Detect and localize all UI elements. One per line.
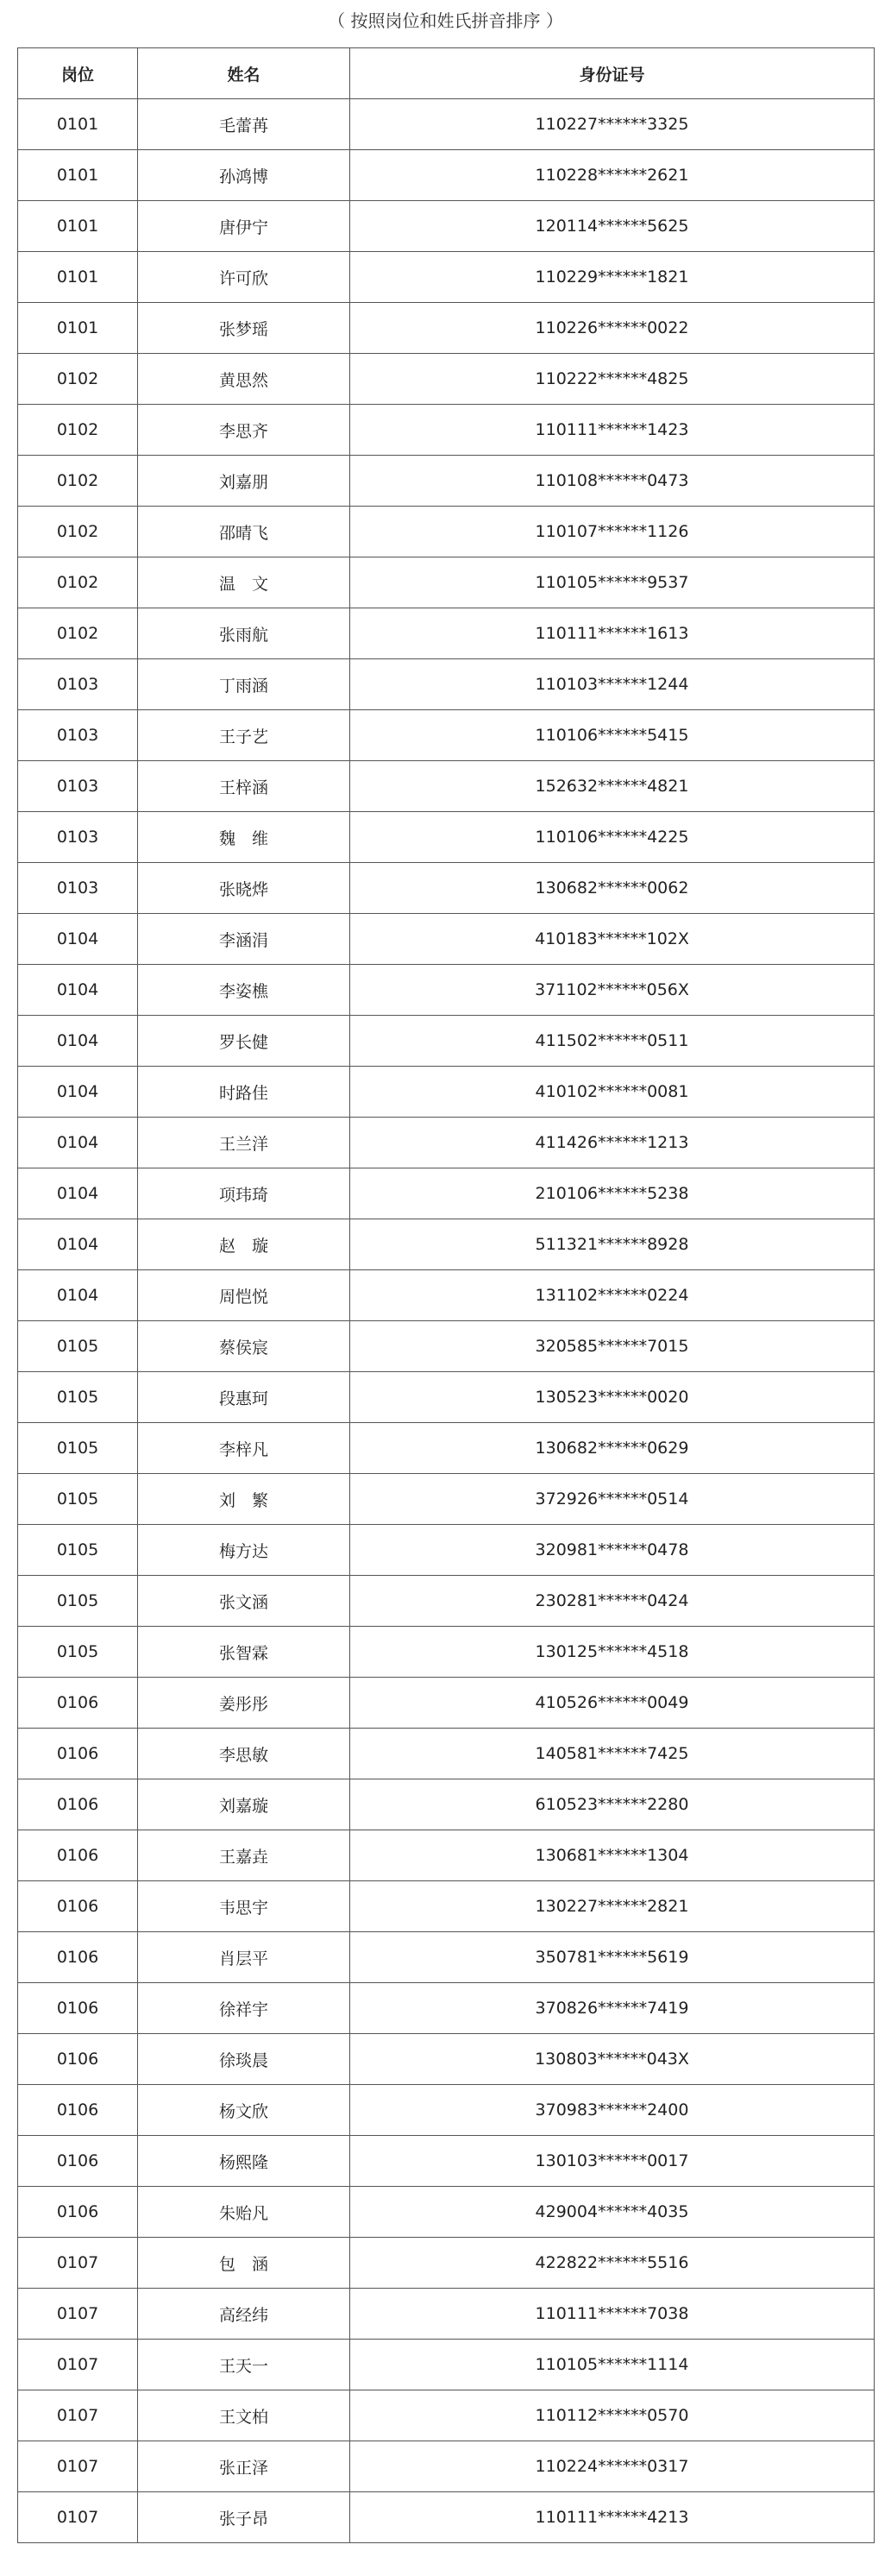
table-row xyxy=(18,150,875,201)
id-number-cell: 110228******2621 xyxy=(350,150,875,201)
name-cell: 丁雨涵 xyxy=(138,659,350,710)
post-cell: 0106 xyxy=(18,2034,138,2085)
post-cell: 0105 xyxy=(18,1474,138,1525)
name-cell: 周恺悦 xyxy=(138,1270,350,1321)
table-row xyxy=(18,1219,875,1270)
table-row xyxy=(18,608,875,659)
page-subtitle: （ 按照岗位和姓氏拼音排序 ） xyxy=(328,10,563,31)
post-cell: 0102 xyxy=(18,608,138,659)
table-row xyxy=(18,2034,875,2085)
table-row xyxy=(18,303,875,354)
table-row xyxy=(18,2492,875,2543)
name-cell: 李姿樵 xyxy=(138,965,350,1016)
name-cell: 刘 繁 xyxy=(138,1474,350,1525)
table-row xyxy=(18,1168,875,1219)
id-number-cell: 130103******0017 xyxy=(350,2136,875,2187)
id-number-cell: 110111******7038 xyxy=(350,2289,875,2340)
post-cell: 0104 xyxy=(18,965,138,1016)
table-row xyxy=(18,1321,875,1372)
name-cell: 项玮琦 xyxy=(138,1168,350,1219)
post-cell: 0106 xyxy=(18,1779,138,1830)
id-number-cell: 120114******5625 xyxy=(350,201,875,252)
id-number-cell: 320585******7015 xyxy=(350,1321,875,1372)
id-number-cell: 110111******4213 xyxy=(350,2492,875,2543)
table-row xyxy=(18,1627,875,1678)
id-number-cell: 410183******102X xyxy=(350,914,875,965)
table-row xyxy=(18,1576,875,1627)
post-cell: 0103 xyxy=(18,659,138,710)
name-cell: 张梦瑶 xyxy=(138,303,350,354)
table-row xyxy=(18,1474,875,1525)
id-number-cell: 130227******2821 xyxy=(350,1881,875,1932)
table-row xyxy=(18,710,875,761)
id-number-cell: 152632******4821 xyxy=(350,761,875,812)
post-cell: 0104 xyxy=(18,914,138,965)
id-number-cell: 350781******5619 xyxy=(350,1932,875,1983)
id-number-cell: 511321******8928 xyxy=(350,1219,875,1270)
post-cell: 0106 xyxy=(18,1983,138,2034)
id-number-cell: 411426******1213 xyxy=(350,1118,875,1168)
id-number-cell: 110105******9537 xyxy=(350,557,875,608)
post-cell: 0102 xyxy=(18,405,138,456)
name-cell: 蔡侯宸 xyxy=(138,1321,350,1372)
post-cell: 0104 xyxy=(18,1118,138,1168)
table-row xyxy=(18,1423,875,1474)
post-cell: 0104 xyxy=(18,1270,138,1321)
name-cell: 张文涵 xyxy=(138,1576,350,1627)
name-cell: 李思齐 xyxy=(138,405,350,456)
post-cell: 0106 xyxy=(18,2187,138,2238)
table-row xyxy=(18,1118,875,1168)
table-row xyxy=(18,456,875,507)
header-name: 姓名 xyxy=(138,48,350,99)
name-cell: 杨熙隆 xyxy=(138,2136,350,2187)
name-cell: 罗长健 xyxy=(138,1016,350,1067)
post-cell: 0105 xyxy=(18,1321,138,1372)
post-cell: 0102 xyxy=(18,507,138,557)
table-header xyxy=(18,48,875,99)
post-cell: 0106 xyxy=(18,2085,138,2136)
id-number-cell: 320981******0478 xyxy=(350,1525,875,1576)
name-cell: 杨文欣 xyxy=(138,2085,350,2136)
id-number-cell: 210106******5238 xyxy=(350,1168,875,1219)
name-cell: 邵晴飞 xyxy=(138,507,350,557)
name-cell: 李涵涓 xyxy=(138,914,350,965)
name-cell: 李思敏 xyxy=(138,1729,350,1779)
table-row xyxy=(18,1779,875,1830)
name-cell: 姜彤彤 xyxy=(138,1678,350,1729)
name-cell: 韦思宇 xyxy=(138,1881,350,1932)
id-number-cell: 110112******0570 xyxy=(350,2390,875,2441)
id-number-cell: 372926******0514 xyxy=(350,1474,875,1525)
id-number-cell: 130682******0062 xyxy=(350,863,875,914)
table-row xyxy=(18,405,875,456)
name-cell: 段惠珂 xyxy=(138,1372,350,1423)
name-cell: 王文柏 xyxy=(138,2390,350,2441)
table-row xyxy=(18,2289,875,2340)
name-cell: 梅方达 xyxy=(138,1525,350,1576)
name-cell: 王梓涵 xyxy=(138,761,350,812)
id-number-cell: 230281******0424 xyxy=(350,1576,875,1627)
name-cell: 包 涵 xyxy=(138,2238,350,2289)
id-number-cell: 110224******0317 xyxy=(350,2441,875,2492)
name-cell: 张智霖 xyxy=(138,1627,350,1678)
table-row xyxy=(18,252,875,303)
post-cell: 0104 xyxy=(18,1067,138,1118)
id-number-cell: 140581******7425 xyxy=(350,1729,875,1779)
name-cell: 黄思然 xyxy=(138,354,350,405)
post-cell: 0106 xyxy=(18,2136,138,2187)
id-number-cell: 131102******0224 xyxy=(350,1270,875,1321)
name-cell: 毛蕾苒 xyxy=(138,99,350,150)
name-cell: 徐琰晨 xyxy=(138,2034,350,2085)
post-cell: 0107 xyxy=(18,2492,138,2543)
name-cell: 朱贻凡 xyxy=(138,2187,350,2238)
post-cell: 0104 xyxy=(18,1016,138,1067)
post-cell: 0107 xyxy=(18,2289,138,2340)
id-number-cell: 370826******7419 xyxy=(350,1983,875,2034)
name-cell: 许可欣 xyxy=(138,252,350,303)
id-number-cell: 110107******1126 xyxy=(350,507,875,557)
name-cell: 唐伊宁 xyxy=(138,201,350,252)
table-row xyxy=(18,914,875,965)
name-cell: 魏 维 xyxy=(138,812,350,863)
table-row xyxy=(18,1983,875,2034)
post-cell: 0106 xyxy=(18,1881,138,1932)
table-row xyxy=(18,1932,875,1983)
id-number-cell: 130803******043X xyxy=(350,2034,875,2085)
post-cell: 0106 xyxy=(18,1729,138,1779)
id-number-cell: 110108******0473 xyxy=(350,456,875,507)
post-cell: 0104 xyxy=(18,1168,138,1219)
post-cell: 0101 xyxy=(18,150,138,201)
table-row xyxy=(18,1830,875,1881)
post-cell: 0101 xyxy=(18,303,138,354)
post-cell: 0107 xyxy=(18,2441,138,2492)
name-cell: 孙鸿博 xyxy=(138,150,350,201)
post-cell: 0103 xyxy=(18,863,138,914)
name-cell: 肖层平 xyxy=(138,1932,350,1983)
post-cell: 0105 xyxy=(18,1576,138,1627)
table-row xyxy=(18,557,875,608)
table-row xyxy=(18,99,875,150)
id-number-cell: 110227******3325 xyxy=(350,99,875,150)
post-cell: 0101 xyxy=(18,99,138,150)
table-row xyxy=(18,863,875,914)
post-cell: 0102 xyxy=(18,456,138,507)
table-row xyxy=(18,965,875,1016)
id-number-cell: 110106******4225 xyxy=(350,812,875,863)
table-row xyxy=(18,201,875,252)
name-cell: 王兰洋 xyxy=(138,1118,350,1168)
name-cell: 刘嘉璇 xyxy=(138,1779,350,1830)
name-cell: 张子昂 xyxy=(138,2492,350,2543)
header-id-number: 身份证号 xyxy=(350,48,875,99)
id-number-cell: 130523******0020 xyxy=(350,1372,875,1423)
id-number-cell: 370983******2400 xyxy=(350,2085,875,2136)
table-row xyxy=(18,507,875,557)
id-number-cell: 110106******5415 xyxy=(350,710,875,761)
post-cell: 0102 xyxy=(18,354,138,405)
header-row xyxy=(18,48,875,99)
post-cell: 0101 xyxy=(18,201,138,252)
id-number-cell: 429004******4035 xyxy=(350,2187,875,2238)
table-row xyxy=(18,1881,875,1932)
post-cell: 0101 xyxy=(18,252,138,303)
id-number-cell: 110111******1423 xyxy=(350,405,875,456)
table-row xyxy=(18,354,875,405)
post-cell: 0103 xyxy=(18,710,138,761)
id-number-cell: 130682******0629 xyxy=(350,1423,875,1474)
name-cell: 李梓凡 xyxy=(138,1423,350,1474)
name-cell: 张晓烨 xyxy=(138,863,350,914)
id-number-cell: 410102******0081 xyxy=(350,1067,875,1118)
table-row xyxy=(18,1016,875,1067)
table-row xyxy=(18,659,875,710)
table-row xyxy=(18,2441,875,2492)
table-row xyxy=(18,1067,875,1118)
post-cell: 0105 xyxy=(18,1423,138,1474)
table-row xyxy=(18,2340,875,2390)
post-cell: 0104 xyxy=(18,1219,138,1270)
id-number-cell: 110103******1244 xyxy=(350,659,875,710)
post-cell: 0106 xyxy=(18,1932,138,1983)
name-cell: 高经纬 xyxy=(138,2289,350,2340)
table-row xyxy=(18,2238,875,2289)
id-number-cell: 411502******0511 xyxy=(350,1016,875,1067)
id-number-cell: 371102******056X xyxy=(350,965,875,1016)
post-cell: 0102 xyxy=(18,557,138,608)
name-cell: 王天一 xyxy=(138,2340,350,2390)
name-cell: 赵 璇 xyxy=(138,1219,350,1270)
table-row xyxy=(18,2187,875,2238)
id-number-cell: 422822******5516 xyxy=(350,2238,875,2289)
table-body xyxy=(18,99,875,2543)
id-number-cell: 110222******4825 xyxy=(350,354,875,405)
post-cell: 0107 xyxy=(18,2340,138,2390)
name-cell: 张雨航 xyxy=(138,608,350,659)
id-number-cell: 410526******0049 xyxy=(350,1678,875,1729)
name-cell: 徐祥宇 xyxy=(138,1983,350,2034)
post-cell: 0106 xyxy=(18,1678,138,1729)
id-number-cell: 110105******1114 xyxy=(350,2340,875,2390)
id-number-cell: 110226******0022 xyxy=(350,303,875,354)
table-row xyxy=(18,1372,875,1423)
id-number-cell: 110111******1613 xyxy=(350,608,875,659)
post-cell: 0105 xyxy=(18,1627,138,1678)
table-row xyxy=(18,2136,875,2187)
header-post: 岗位 xyxy=(18,48,138,99)
table-row xyxy=(18,1678,875,1729)
table-row xyxy=(18,1729,875,1779)
post-cell: 0106 xyxy=(18,1830,138,1881)
name-cell: 刘嘉朋 xyxy=(138,456,350,507)
table-row xyxy=(18,1270,875,1321)
post-cell: 0107 xyxy=(18,2238,138,2289)
name-cell: 时路佳 xyxy=(138,1067,350,1118)
post-cell: 0103 xyxy=(18,812,138,863)
table-row xyxy=(18,2085,875,2136)
roster-table xyxy=(17,47,875,2543)
name-cell: 王嘉垚 xyxy=(138,1830,350,1881)
post-cell: 0105 xyxy=(18,1372,138,1423)
name-cell: 王子艺 xyxy=(138,710,350,761)
id-number-cell: 610523******2280 xyxy=(350,1779,875,1830)
name-cell: 张正泽 xyxy=(138,2441,350,2492)
name-cell: 温 文 xyxy=(138,557,350,608)
id-number-cell: 110229******1821 xyxy=(350,252,875,303)
id-number-cell: 130681******1304 xyxy=(350,1830,875,1881)
id-number-cell: 130125******4518 xyxy=(350,1627,875,1678)
table-row xyxy=(18,812,875,863)
post-cell: 0105 xyxy=(18,1525,138,1576)
post-cell: 0107 xyxy=(18,2390,138,2441)
post-cell: 0103 xyxy=(18,761,138,812)
table-row xyxy=(18,2390,875,2441)
table-row xyxy=(18,761,875,812)
table-row xyxy=(18,1525,875,1576)
